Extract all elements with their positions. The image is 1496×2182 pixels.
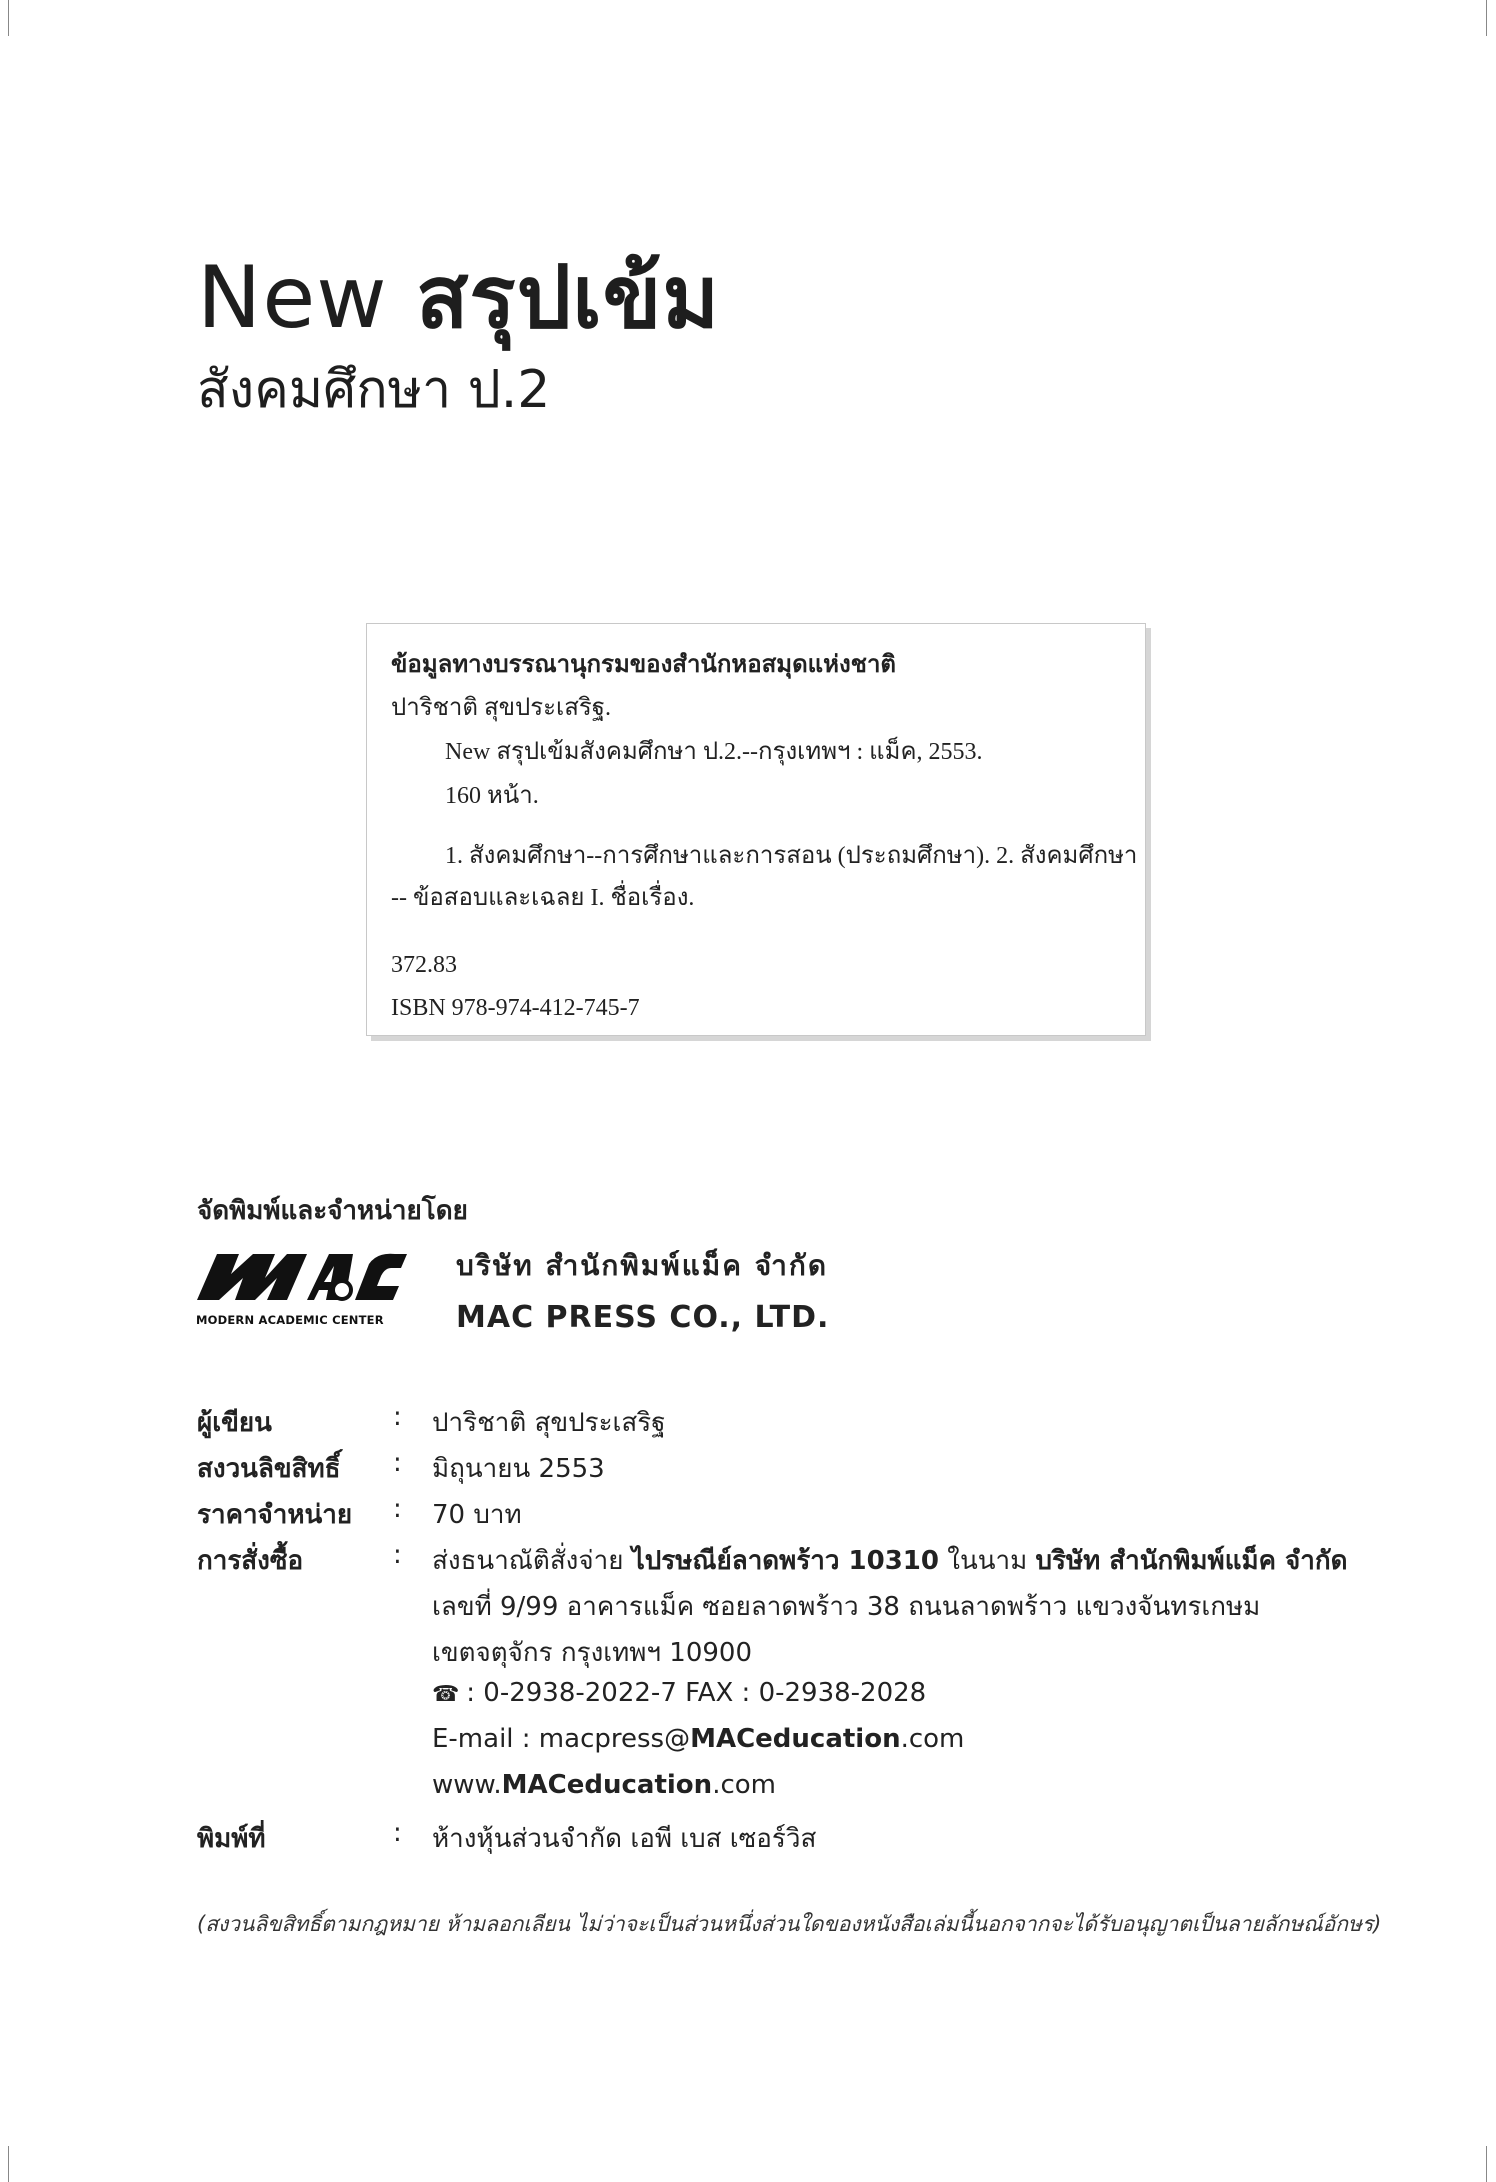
mac-logo [195, 1238, 410, 1334]
web-brand: MACeducation [501, 1770, 713, 1800]
copyright-value: มิถุนายน 2553 [432, 1454, 605, 1484]
author-label: ผู้เขียน [197, 1408, 272, 1438]
author-value: ปาริชาติ สุขประเสริฐ [432, 1408, 666, 1438]
email-brand: MACeducation [690, 1724, 901, 1754]
address-line-1: เลขที่ 9/99 อาคารแม็ค ซอยลาดพร้าว 38 ถนนลาดพร้าว แขวงจันทรเกษม [432, 1592, 1261, 1622]
book-subtitle: สังคมศึกษา ป.2 [197, 360, 551, 420]
author-colon: : [393, 1402, 402, 1432]
order-text-2: ในนาม [938, 1546, 1036, 1576]
cip-data-box [366, 623, 1146, 1036]
cip-heading: ข้อมูลทางบรรณานุกรมของสำนักหอสมุดแห่งชาติ [391, 652, 897, 678]
email-prefix: E-mail : macpress@ [432, 1724, 691, 1754]
title-latin: New [197, 248, 388, 348]
phone-line [432, 1678, 926, 1708]
copyright-label: สงวนลิขสิทธิ์ [197, 1454, 341, 1484]
price-label: ราคาจำหน่าย [197, 1500, 353, 1530]
publisher-name-thai: บริษัท สำนักพิมพ์แม็ค จำกัด [456, 1249, 828, 1282]
order-text-1: ส่งธนาณัติสั่งจ่าย [432, 1546, 632, 1576]
copyright-colon: : [393, 1448, 402, 1478]
mac-logo-text: MODERN ACADEMIC CENTER [196, 1313, 384, 1327]
price-colon: : [393, 1494, 402, 1524]
address-line-2: เขตจตุจักร กรุงเทพฯ 10900 [432, 1638, 753, 1668]
web-prefix: www. [432, 1770, 502, 1800]
cip-subjects-line-2: -- ข้อสอบและเฉลย I. ชื่อเรื่อง. [391, 885, 695, 911]
crop-mark-top-left [8, 0, 9, 36]
order-company: บริษัท สำนักพิมพ์แม็ค จำกัด [1035, 1546, 1348, 1576]
cip-isbn: ISBN 978-974-412-745-7 [391, 995, 640, 1021]
cip-subjects-line-1: 1. สังคมศึกษา--การศึกษาและการสอน (ประถมศึกษา). 2. สังคมศึกษา [445, 843, 1138, 869]
cip-title-line: New สรุปเข้มสังคมศึกษา ป.2.--กรุงเทพฯ : แม็ค, 2553. [445, 739, 983, 765]
order-colon: : [393, 1540, 402, 1570]
email-suffix: .com [900, 1724, 965, 1754]
phone-numbers: : 0-2938-2022-7 FAX : 0-2938-2028 [458, 1678, 927, 1708]
publisher-heading: จัดพิมพ์และจำหน่ายโดย [197, 1196, 468, 1226]
title-block [197, 248, 720, 430]
printer-value: ห้างหุ้นส่วนจำกัด เอพี เบส เซอร์วิส [432, 1824, 817, 1854]
cip-pages: 160 หน้า. [445, 783, 539, 809]
cip-author: ปาริชาติ สุขประเสริฐ. [391, 695, 612, 721]
order-label: การสั่งซื้อ [197, 1546, 304, 1576]
publisher-name-english: MAC PRESS CO., LTD. [456, 1300, 830, 1335]
printer-colon: : [393, 1818, 402, 1848]
web-suffix: .com [712, 1770, 776, 1800]
website-line [432, 1770, 776, 1800]
crop-mark-bottom-right [1486, 2146, 1487, 2182]
order-post-office: ไปรษณีย์ลาดพร้าว 10310 [631, 1546, 939, 1576]
copyright-notice: (สงวนลิขสิทธิ์ตามกฎหมาย ห้ามลอกเลียน ไม่ว่าจะเป็นส่วนหนึ่งส่วนใดของหนังสือเล่มนี้นอกจากจะได้รับอนุญาตเป็นลายลักษณ์อักษร) [197, 1912, 1382, 1936]
cip-class-number: 372.83 [391, 952, 457, 978]
crop-mark-bottom-left [8, 2146, 9, 2182]
price-value: 70 บาท [432, 1500, 522, 1530]
title-thai: สรุปเข้ม [415, 248, 721, 348]
crop-mark-top-right [1486, 0, 1487, 36]
phone-icon: ☎ [432, 1682, 460, 1707]
printer-label: พิมพ์ที่ [197, 1824, 266, 1854]
order-value [432, 1540, 1348, 1581]
book-title [197, 248, 720, 348]
email-line [432, 1724, 964, 1754]
